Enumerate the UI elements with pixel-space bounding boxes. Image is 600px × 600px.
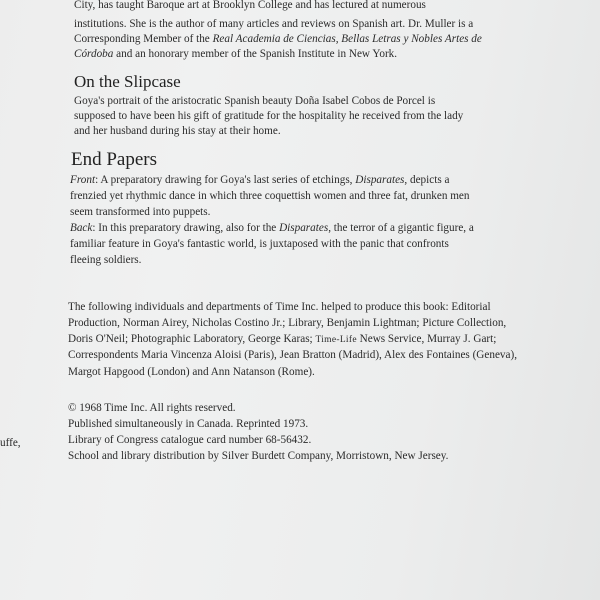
credits-line-4: Correspondents Maria Vincenza Aloisi (Paris), Jean Bratton (Madrid), Alex des Fontaines (Geneva), <box>68 349 517 361</box>
slipcase-heading: On the Slipcase <box>74 72 181 91</box>
credits-line-1: The following individuals and departments of Time Inc. helped to produce this book: Editorial <box>68 301 491 313</box>
bio-line-3: Corresponding Member of the Real Academia de Ciencias, Bellas Letras y Nobles Artes de <box>74 33 482 45</box>
slipcase-line-3: and her husband during his stay at their home. <box>74 125 281 137</box>
endpapers-front-line-1: Front: A preparatory drawing for Goya's last series of etchings, Disparates, depicts a <box>70 174 450 186</box>
copyright-line-3: Library of Congress catalogue card number 68-56432. <box>68 434 312 446</box>
credits-line-3: Doris O'Neil; Photographic Laboratory, George Karas; Time-Life News Service, Murray J. Gart; <box>68 333 497 345</box>
margin-text-fragment: uffe, <box>0 437 21 449</box>
endpapers-back-line-2: familiar feature in Goya's fantastic world, is juxtaposed with the panic that confronts <box>70 238 449 250</box>
credits-line-2: Production, Norman Airey, Nicholas Costino Jr.; Library, Benjamin Lightman; Picture Collection, <box>68 317 507 329</box>
credits-line-5: Margot Hapgood (London) and Ann Natanson (Rome). <box>68 366 315 378</box>
slipcase-line-1: Goya's portrait of the aristocratic Spanish beauty Doña Isabel Cobos de Porcel is <box>74 95 436 107</box>
bio-line-4: Córdoba and an honorary member of the Spanish Institute in New York. <box>74 48 398 60</box>
slipcase-line-2: supposed to have been his gift of gratitude for the hospitality he received from the lady <box>74 110 464 122</box>
endpapers-front-line-2: frenzied yet rhythmic dance in which three coquettish women and three fat, drunken men <box>70 190 470 202</box>
endpapers-back-line-1: Back: In this preparatory drawing, also for the Disparates, the terror of a gigantic figure, a <box>70 222 474 234</box>
endpapers-front-line-3: seem transformed into puppets. <box>70 206 211 218</box>
bio-line-1: City, has taught Baroque art at Brooklyn College and has lectured at numerous <box>74 0 426 11</box>
bio-line-2: institutions. She is the author of many articles and reviews on Spanish art. Dr. Muller is a <box>74 18 474 30</box>
copyright-line-4: School and library distribution by Silver Burdett Company, Morristown, New Jersey. <box>68 450 449 462</box>
copyright-line-2: Published simultaneously in Canada. Reprinted 1973. <box>68 418 309 430</box>
copyright-line-1: © 1968 Time Inc. All rights reserved. <box>68 402 236 414</box>
endpapers-back-line-3: fleeing soldiers. <box>70 254 142 266</box>
endpapers-heading: End Papers <box>71 149 158 170</box>
